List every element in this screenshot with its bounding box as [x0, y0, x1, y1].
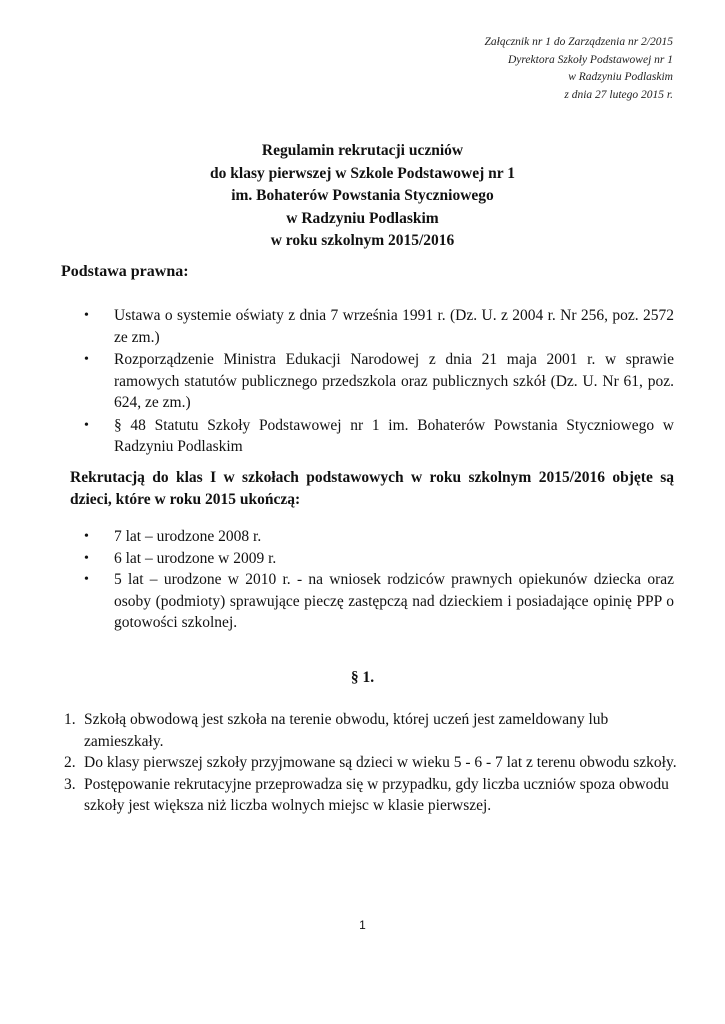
bullet-icon: •	[84, 529, 89, 544]
list-item	[64, 774, 684, 817]
title-line: w Radzyniu Podlaskim	[286, 209, 439, 227]
bullet-icon: •	[84, 572, 89, 587]
title-line: im. Bohaterów Powstania Styczniowego	[231, 187, 494, 204]
item-number: 3.	[64, 775, 76, 793]
list-item-text: § 48 Statutu Szkoły Podstawowej nr 1 im. Bohaterów Powstania Styczniowego w Radzyniu Podlaskim	[114, 416, 674, 455]
list-item-text: Postępowanie rekrutacyjne przeprowadza się w przypadku, gdy liczba uczniów spoza obwodu szkoły jest większa niż liczba wolnych miejsc w klasie pierwszej.	[84, 775, 669, 814]
list-item-text: 7 lat – urodzone 2008 r.	[114, 528, 262, 545]
list-item	[84, 305, 674, 348]
title-line: w roku szkolnym 2015/2016	[270, 232, 455, 249]
list-item-text: Ustawa o systemie oświaty z dnia 7 września 1991 r. (Dz. U. z 2004 r. Nr 256, poz. 2572 ze zm.)	[114, 307, 674, 346]
list-item	[84, 569, 674, 634]
bullet-icon: •	[84, 308, 89, 323]
annex-line: Dyrektora Szkoły Podstawowej nr 1	[507, 53, 673, 66]
age-group-list	[84, 526, 674, 634]
recruitment-heading: Rekrutacją do klas I w szkołach podstawowych w roku szkolnym 2015/2016 objęte są dzieci, które w roku 2015 ukończą:	[70, 469, 674, 508]
list-item-text: 6 lat – urodzone w 2009 r.	[114, 549, 277, 567]
list-item	[84, 526, 674, 548]
document-title	[0, 140, 725, 253]
legal-basis-list	[84, 305, 674, 459]
bullet-icon: •	[84, 352, 89, 367]
annex-line: z dnia 27 lutego 2015 r.	[564, 88, 673, 101]
annex-note	[485, 34, 674, 104]
list-item-text: Rozporządzenie Ministra Edukacji Narodowej z dnia 21 maja 2001 r. w sprawie ramowych statutów publicznego przedszkola oraz publicznych szkół (Dz. U. Nr 61, poz. 624, ze zm.)	[114, 351, 674, 411]
page-number: 1	[359, 918, 366, 932]
list-item	[84, 349, 674, 414]
list-item-text: Do klasy pierwszej szkoły przyjmowane są dzieci w wieku 5 - 6 - 7 lat z terenu obwodu szkoły.	[84, 754, 677, 771]
list-item	[84, 548, 674, 570]
bullet-icon: •	[84, 550, 89, 566]
list-item	[64, 752, 684, 774]
section-heading: § 1.	[350, 669, 375, 686]
list-item-text: Szkołą obwodową jest szkoła na terenie obwodu, której uczeń jest zameldowany lub zamieszkały.	[84, 711, 609, 750]
section-rules-list	[64, 709, 684, 817]
list-item	[84, 415, 674, 458]
title-line: do klasy pierwszej w Szkole Podstawowej nr 1	[210, 164, 515, 182]
list-item	[64, 709, 684, 752]
legal-basis-heading: Podstawa prawna:	[61, 263, 189, 280]
bullet-icon: •	[84, 417, 89, 433]
item-number: 2.	[64, 754, 76, 771]
item-number: 1.	[64, 711, 76, 728]
title-line: Regulamin rekrutacji uczniów	[261, 142, 464, 159]
annex-line: Załącznik nr 1 do Zarządzenia nr 2/2015	[484, 36, 673, 48]
list-item-text: 5 lat – urodzone w 2010 r. - na wniosek rodziców prawnych opiekunów dziecka oraz osoby (podmioty) sprawujące pieczę zastępczą nad dzieckiem i posiadające opinię PPP o gotowości szkolnej.	[114, 571, 674, 631]
annex-line: w Radzyniu Podlaskim	[568, 71, 673, 83]
